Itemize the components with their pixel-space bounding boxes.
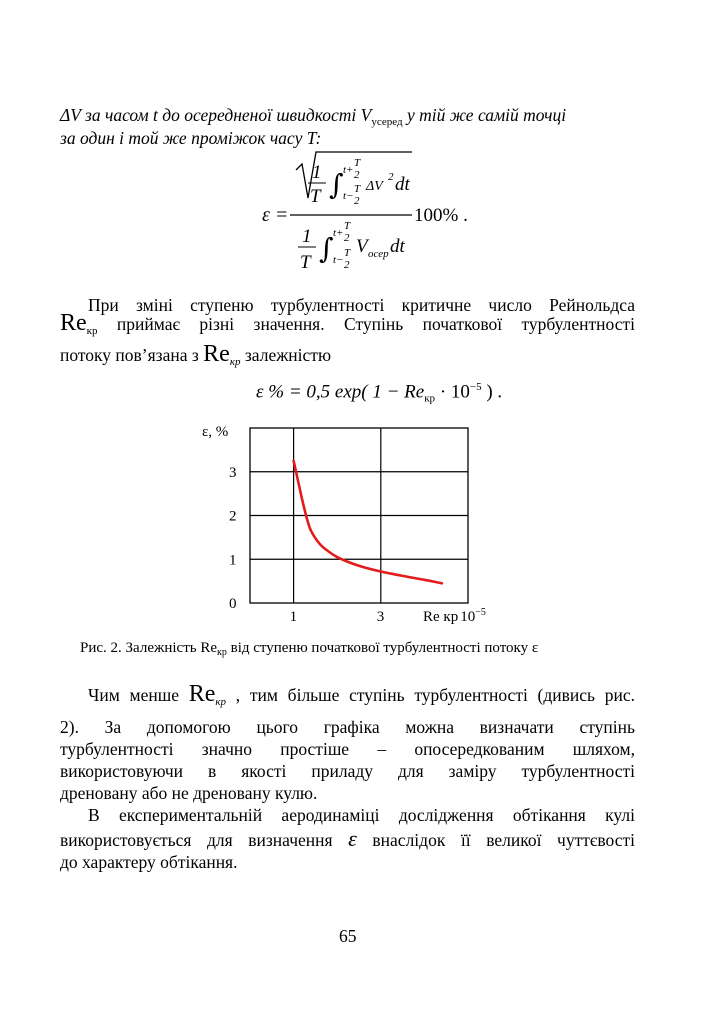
para1-line-2 <box>60 312 635 342</box>
para3-line-2-a: використовується для визначення <box>60 830 349 850</box>
upper-limit: t+ <box>343 164 354 176</box>
formula-2-mid: · 10 <box>435 381 470 403</box>
y-tick-1: 1 <box>229 552 237 569</box>
para3-line-1: В експериментальній аеродинаміці дослідження обтікання кулі <box>88 805 635 825</box>
para1-line-3-b: залежністю <box>240 345 332 365</box>
den-integrand-sub: осер <box>368 248 389 260</box>
lower-half-den: 2 <box>354 195 360 207</box>
den-upper-limit: t+ <box>333 227 344 239</box>
f1-num-1: 1 <box>312 162 322 183</box>
para2-line-1 <box>88 683 635 713</box>
x-axis-label-text: Re кр <box>423 609 459 625</box>
intro-line-2: за один і той же проміжок часу T: <box>60 128 322 148</box>
para3-line-2 <box>60 828 635 851</box>
page-number: 65 <box>339 926 357 946</box>
integrand-pow: 2 <box>388 171 394 183</box>
formula-1-rhs: 100% . <box>414 205 468 226</box>
x-axis-label-exp: −5 <box>475 607 486 618</box>
formula-1 <box>250 150 490 280</box>
lower-half-num: T <box>354 183 361 195</box>
para1-line-3-a: потоку пов’язана з <box>60 345 204 365</box>
y-tick-2: 2 <box>229 508 237 525</box>
formula-2-pow: −5 <box>469 381 482 393</box>
lower-limit: t− <box>343 190 354 202</box>
turbulence-chart <box>180 415 520 630</box>
den-integrand-dt: dt <box>390 236 405 257</box>
x-axis-label-pow: 10 <box>460 609 476 625</box>
chart-series <box>294 461 442 584</box>
den-upper-half-num: T <box>344 220 351 232</box>
den-lower-half-den: 2 <box>344 259 350 271</box>
f1-den-t: T <box>310 186 321 207</box>
para1-line-3 <box>60 343 635 373</box>
para2-line-2: 2). За допомогою цього графіка можна визначати ступінь <box>60 717 635 737</box>
re-symbol: Re <box>60 310 87 336</box>
den-upper-half-den: 2 <box>344 232 350 244</box>
re-symbol-2: Re <box>203 341 230 367</box>
formula-2-end: ) . <box>481 381 503 403</box>
y-tick-3: 3 <box>229 464 237 481</box>
den-lower-half-num: T <box>344 247 351 259</box>
integrand-dv: ΔV <box>366 179 383 194</box>
x-axis-label <box>423 607 486 625</box>
para2-line-5: дреновану або не дреновану кулю. <box>60 783 318 803</box>
intro-line-1-sub: усеред <box>371 116 403 128</box>
integrand-dt: dt <box>395 174 410 195</box>
y-axis-label: ε, % <box>202 424 229 440</box>
epsilon-symbol: ε <box>348 826 357 851</box>
f1-den-num-1: 1 <box>302 226 312 247</box>
x-tick-3: 3 <box>376 609 385 625</box>
integral-sign-bottom: ∫ <box>319 232 334 265</box>
den-lower-limit: t− <box>333 254 344 266</box>
re-symbol-3: Re <box>188 681 216 707</box>
chart-grid <box>250 428 468 603</box>
re-sub-3: кр <box>215 696 227 708</box>
y-tick-0: 0 <box>229 596 237 612</box>
para3-line-2-b: внаслідок її великої чуттєвості <box>356 830 635 850</box>
formula-2 <box>256 381 502 404</box>
para2-line-1-b: , тим більше ступінь турбулентності (дивись рис. <box>226 685 636 705</box>
x-tick-1: 1 <box>289 609 298 625</box>
re-sub-2: кр <box>229 356 241 368</box>
upper-half-den: 2 <box>354 169 360 181</box>
intro-line-1-a: ΔV за часом t до осередненої швидкості V <box>60 105 372 125</box>
para2-line-3: турбулентності значно простіше – опосередкованим шляхом, <box>60 739 635 759</box>
intro-line-1-b: у тій же самій точці <box>402 105 567 125</box>
caption-sub: кр <box>217 647 227 658</box>
formula-1-lhs: ε = <box>262 204 289 226</box>
f1-den-den-t: T <box>300 252 311 273</box>
re-sub: кр <box>86 325 98 337</box>
caption-b: від ступеню початкової турбулентності потоку ε <box>226 640 539 656</box>
figure-caption <box>80 640 640 658</box>
upper-half-num: T <box>354 157 361 169</box>
caption-a: Рис. 2. Залежність Re <box>80 640 217 656</box>
para1-line-2-rest: приймає різні значення. Ступінь початкової турбулентності <box>97 314 635 334</box>
para2-line-4: використовуючи в якості приладу для заміру турбулентності <box>60 761 635 781</box>
para3-line-3: до характеру обтікання. <box>60 852 238 872</box>
formula-2-text: ε % = 0,5 exp( 1 − Re <box>256 381 425 403</box>
chart-ticks <box>229 465 384 625</box>
para1-line-1: При зміні ступеню турбулентності критичне число Рейнольдса <box>88 295 635 315</box>
para2-line-1-a: Чим менше <box>88 685 189 705</box>
series-line-0 <box>294 461 442 584</box>
integral-sign-top: ∫ <box>329 168 344 201</box>
formula-2-sub: кр <box>424 392 436 405</box>
den-integrand-v: V <box>356 236 368 257</box>
